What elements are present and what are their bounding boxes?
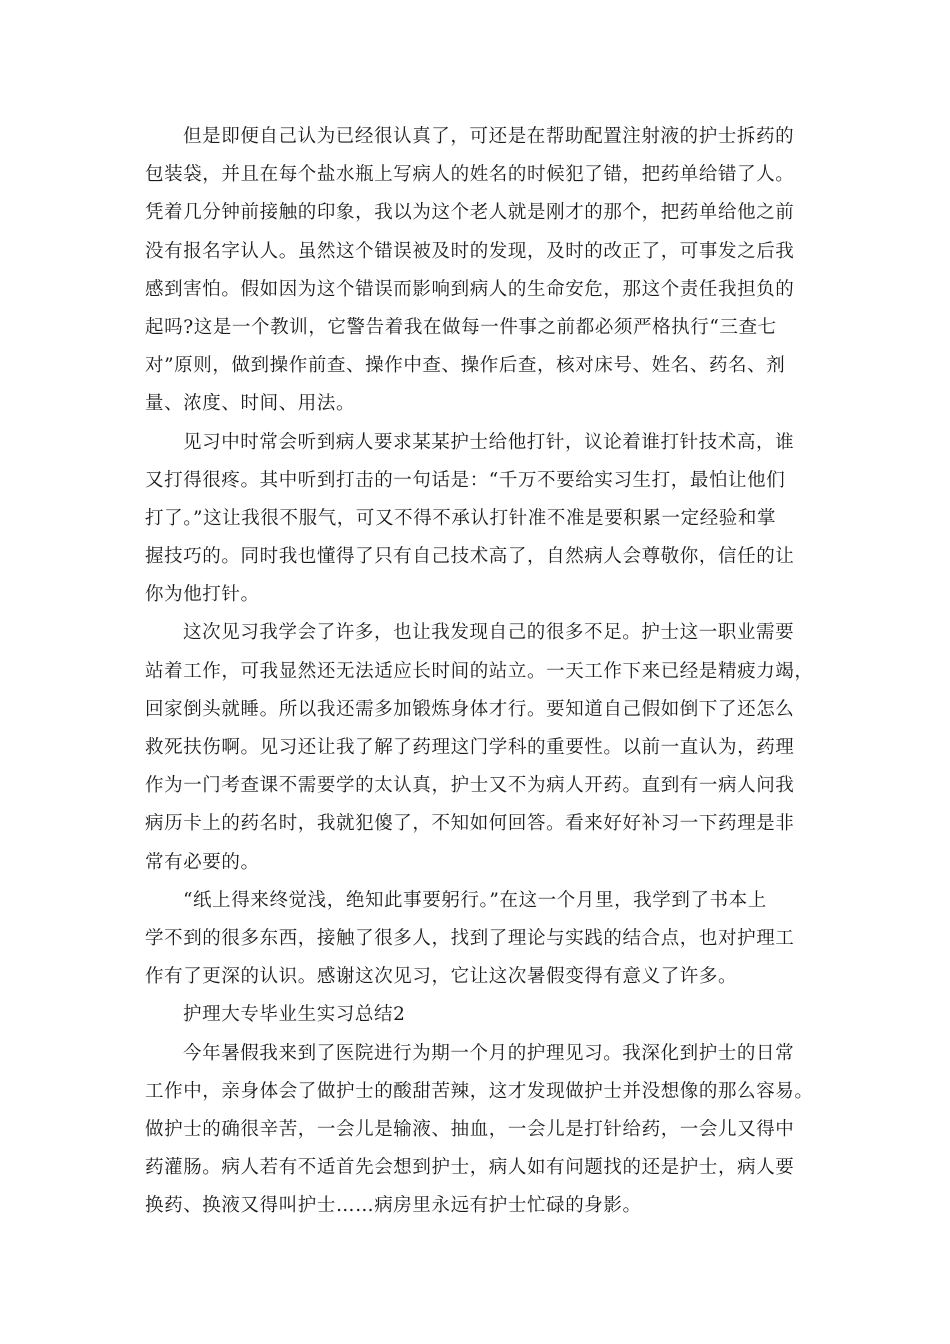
- text-line: 作为一门考查课不需要学的太认真，护士又不为病人开药。直到有一病人问我: [145, 775, 795, 797]
- text-line: 量、浓度、时间、用法。: [145, 393, 356, 415]
- text-line: 药灌肠。病人若有不适首先会想到护士，病人如有问题找的还是护士，病人要: [145, 1157, 795, 1179]
- text-line: 打了。”这让我很不服气，可又不得不承认打针准不准是要积累一定经验和掌: [145, 507, 777, 529]
- text-line: 见习中时常会听到病人要求某某护士给他打针，议论着谁打针技术高，谁: [183, 431, 795, 453]
- text-line: 回家倒头就睡。所以我还需多加锻炼身体才行。要知道自己假如倒下了还怎么: [145, 698, 795, 720]
- text-line: “纸上得来终觉浅，绝知此事要躬行。”在这一个月里，我学到了书本上: [183, 889, 767, 911]
- text-line: 换药、换液又得叫护士……病房里永远有护士忙碌的身影。: [145, 1195, 642, 1217]
- text-line: 站着工作，可我显然还无法适应长时间的站立。一天工作下来已经是精疲力竭，: [145, 660, 814, 682]
- text-line: 又打得很疼。其中听到打击的一句话是：“千万不要给实习生打，最怕让他们: [145, 469, 786, 491]
- text-line: 包装袋，并且在每个盐水瓶上写病人的姓名的时候犯了错，把药单给错了人。: [145, 164, 795, 186]
- text-line: 对”原则，做到操作前查、操作中查、操作后查，核对床号、姓名、药名、剂: [145, 355, 786, 377]
- text-line: 做护士的确很辛苦，一会儿是输液、抽血，一会儿是打针给药，一会儿又得中: [145, 1118, 795, 1140]
- text-line: 常有必要的。: [145, 851, 260, 873]
- text-line: 凭着几分钟前接触的印象，我以为这个老人就是刚才的那个，把药单给他之前: [145, 202, 795, 224]
- text-line: 学不到的很多东西，接触了很多人，找到了理论与实践的结合点，也对护理工: [145, 927, 795, 949]
- text-line: 没有报名字认人。虽然这个错误被及时的发现，及时的改正了，可事发之后我: [145, 240, 795, 262]
- text-line: 但是即便自己认为已经很认真了，可还是在帮助配置注射液的护士拆药的: [183, 126, 795, 147]
- text-line: 起吗?这是一个教训，它警告着我在做每一件事之前都必须严格执行“三查七: [145, 316, 777, 338]
- text-line: 工作中，亲身体会了做护士的酸甜苦辣，这才发现做护士并没想像的那么容易。: [145, 1080, 814, 1102]
- document-body: [145, 118, 814, 1225]
- text-line: 今年暑假我来到了医院进行为期一个月的护理见习。我深化到护士的日常: [183, 1042, 795, 1064]
- text-line: 病历卡上的药名时，我就犯傻了，不知如何回答。看来好好补习一下药理是非: [145, 813, 795, 835]
- text-line: 这次见习我学会了许多，也让我发现自己的很多不足。护士这一职业需要: [183, 622, 795, 644]
- text-line: 救死扶伤啊。见习还让我了解了药理这门学科的重要性。以前一直认为，药理: [145, 737, 795, 758]
- text-line: 你为他打针。: [145, 584, 260, 606]
- text-line: 感到害怕。假如因为这个错误而影响到病人的生命安危，那这个责任我担负的: [145, 278, 795, 300]
- text-line: 作有了更深的认识。感谢这次见习，它让这次暑假变得有意义了许多。: [145, 966, 738, 988]
- text-line: 护理大专毕业生实习总结2: [183, 1004, 406, 1026]
- text-line: 握技巧的。同时我也懂得了只有自己技术高了，自然病人会尊敬你，信任的让: [145, 546, 795, 568]
